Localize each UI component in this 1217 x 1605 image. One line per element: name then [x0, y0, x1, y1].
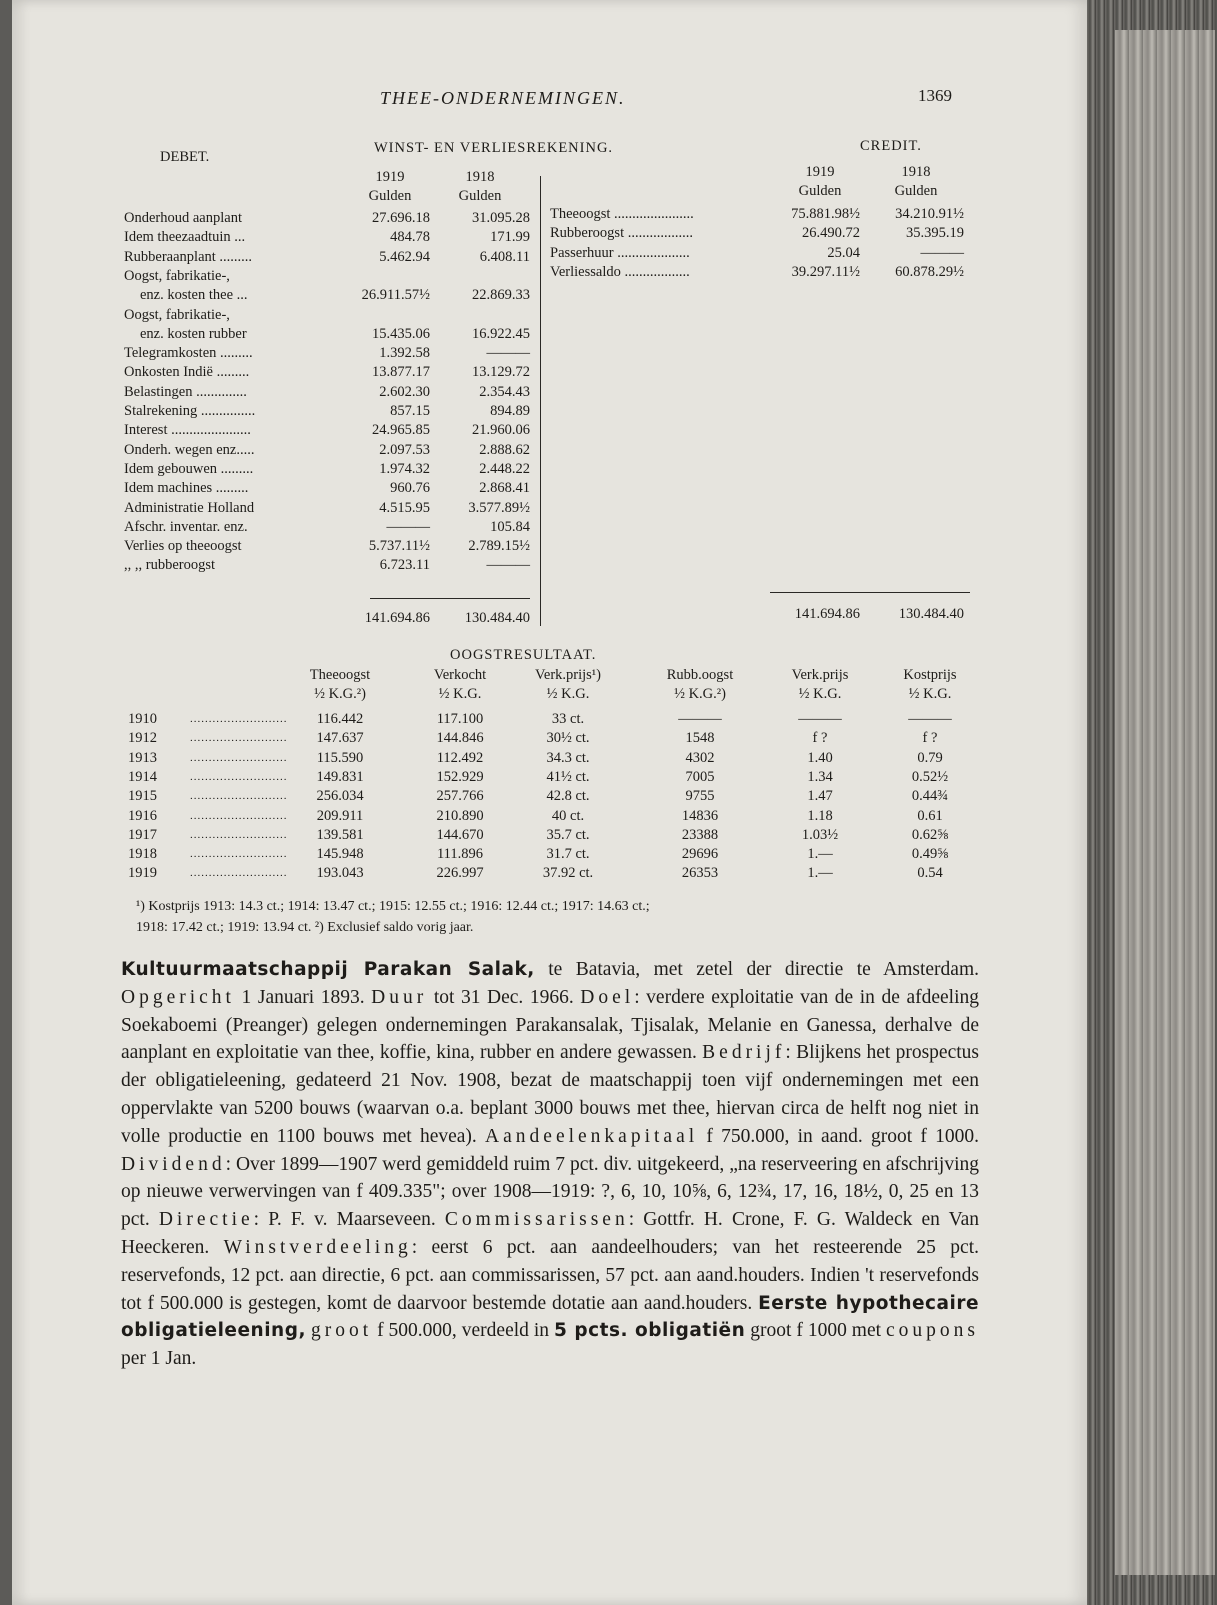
debet-row-1918: 105.84: [490, 518, 530, 535]
debet-row-1919: 27.696.18: [372, 210, 430, 226]
debet-row-1919: 4.515.95: [379, 499, 430, 516]
debet-year-1918: 1918: [465, 169, 495, 185]
harvest-cell-2: 112.492: [436, 749, 484, 766]
harvest-cell-5: 1.40: [807, 749, 833, 766]
harvest-cell-1: 147.637: [316, 730, 364, 747]
harvest-cell-1: 149.831: [316, 768, 364, 785]
debet-row-1918: ———: [486, 557, 530, 574]
harvest-col-unit: ½ K.G.²): [314, 686, 366, 702]
harvest-row-year: 1912: [128, 730, 157, 747]
harvest-cell-6: 0.49⅝: [911, 846, 949, 863]
harvest-row-leader: ..........................: [190, 770, 288, 783]
debet-row-1919: 2.097.53: [379, 441, 430, 458]
debet-row-1919: 5.737.11½: [368, 538, 430, 555]
footnote-1: ¹) Kostprijs 1913: 14.3 ct.; 1914: 13.47 ct.; 1915: 12.55 ct.; 1916: 12.44 ct.; 1917: 14.63 ct.;: [136, 899, 650, 914]
key-winstverdeeling: Winstverdeeling: [223, 1236, 412, 1258]
credit-row-1918: 60.878.29½: [895, 263, 964, 280]
harvest-row-leader: ..........................: [190, 732, 288, 745]
debet-row-label: enz. kosten thee ...: [140, 287, 248, 304]
credit-total-1919: 141.694.86: [794, 606, 860, 622]
debet-row-1919: 484.78: [390, 229, 430, 246]
debet-row-1918: 16.922.45: [472, 325, 530, 342]
harvest-cell-4: 4302: [685, 749, 715, 766]
text-purpose: : verdere exploitatie van de in de afdeeling Soekaboemi (Preanger) gelegen ondernemingen Parakansalak, Tjisalak, Melanie en Ganessa, derhalve de aanplant en exploitatie van thee, koffie, kina, rubber en andere gewassen.: [121, 986, 979, 1064]
harvest-cell-6: 0.44¾: [911, 788, 949, 805]
debet-row-1918: 21.960.06: [472, 422, 530, 439]
debet-row-label: Stalrekening ...............: [124, 403, 256, 419]
debet-total-rule: [370, 598, 530, 599]
text-bond-size: groot f 1000 met: [745, 1320, 886, 1342]
debet-row-label: Rubberaanplant .........: [124, 248, 253, 265]
key-opgericht: Opgericht: [121, 986, 235, 1008]
harvest-cell-6: 0.62⅝: [911, 826, 949, 843]
harvest-col-unit: ½ K.G.: [438, 686, 482, 702]
harvest-cell-2: 117.100: [436, 711, 484, 727]
harvest-col-title: Kostprijs: [903, 667, 957, 683]
credit-row-1919: 75.881.98½: [791, 206, 860, 222]
debet-row-1918: 6.408.11: [479, 248, 530, 265]
debet-row-1919: 1.392.58: [379, 345, 430, 362]
text-founded: 1 Januari 1893.: [234, 986, 372, 1008]
harvest-cell-1: 116.442: [316, 711, 364, 727]
harvest-cell-4: 23388: [681, 826, 719, 843]
harvest-cell-3: 35.7 ct.: [546, 826, 590, 843]
harvest-cell-2: 210.890: [436, 807, 484, 824]
harvest-cell-3: 33 ct.: [551, 711, 585, 727]
key-duur: Duur: [371, 986, 428, 1008]
credit-row-1918: 34.210.91½: [895, 206, 964, 222]
credit-year-1919: 1919: [805, 164, 835, 180]
harvest-cell-2: 152.929: [436, 768, 484, 785]
debet-row-1919: 857.15: [390, 403, 430, 419]
credit-row-1919: 39.297.11½: [791, 263, 860, 280]
page-stack: [1115, 30, 1215, 1575]
text-commissioners: : Gottfr. H. Crone, F. G. Waldeck en Van Heeckeren.: [121, 1209, 979, 1258]
debet-row-1918: 22.869.33: [472, 287, 530, 304]
harvest-cell-1: 256.034: [316, 788, 364, 805]
debet-row-label: Belastingen ..............: [124, 383, 247, 400]
harvest-cell-6: f ?: [922, 730, 938, 747]
credit-row-1919: 26.490.72: [802, 225, 860, 242]
harvest-cell-4: 9755: [685, 788, 715, 805]
text-duration: tot 31 Dec. 1966.: [427, 986, 581, 1008]
debet-row-1918: 2.448.22: [479, 460, 530, 477]
harvest-row-year: 1914: [128, 768, 157, 785]
debet-row-1919: 6.723.11: [379, 557, 430, 574]
harvest-cell-1: 139.581: [316, 826, 364, 843]
harvest-cell-6: ———: [908, 711, 952, 727]
harvest-col-unit: ½ K.G.: [908, 686, 952, 702]
debet-row-label: Verlies op theeoogst: [124, 538, 242, 555]
key-obligatien: 5 pcts. obligatiën: [553, 1320, 746, 1342]
credit-row-1918: 35.395.19: [906, 225, 964, 242]
harvest-cell-3: 41½ ct.: [546, 768, 590, 785]
debet-total-1918: 130.484.40: [464, 610, 530, 626]
credit-row-1919: 25.04: [827, 244, 860, 261]
harvest-cell-3: 37.92 ct.: [542, 865, 594, 882]
harvest-cell-4: 14836: [681, 807, 719, 824]
harvest-col-unit: ½ K.G.: [546, 686, 590, 702]
debet-total-1919: 141.694.86: [364, 610, 430, 626]
credit-total-rule: [770, 592, 970, 593]
debet-row-label: Onderhoud aanplant: [124, 210, 242, 226]
debet-row-1919: 15.435.06: [372, 325, 430, 342]
debet-row-1918: 3.577.89½: [468, 499, 530, 516]
debet-row-1918: 2.868.41: [479, 480, 530, 497]
harvest-col-title: Verkocht: [433, 667, 487, 683]
harvest-cell-2: 257.766: [436, 788, 484, 805]
harvest-cell-5: 1.47: [807, 788, 833, 805]
harvest-cell-5: 1.18: [807, 807, 833, 824]
credit-label: CREDIT.: [860, 138, 922, 154]
credit-row-label: Verliessaldo ..................: [550, 263, 690, 280]
harvest-row-leader: ..........................: [190, 809, 288, 822]
credit-unit-1919: Gulden: [798, 183, 842, 199]
debet-year-1919: 1919: [375, 169, 405, 185]
page-number: 1369: [918, 86, 952, 105]
text-coupon-date: per 1 Jan.: [121, 1348, 197, 1370]
credit-unit-1918: Gulden: [894, 183, 938, 199]
harvest-row-leader: ..........................: [190, 751, 288, 764]
harvest-row-leader: ..........................: [190, 867, 288, 880]
harvest-row-year: 1916: [128, 807, 157, 824]
key-aandeelenkapitaal: Aandeelenkapitaal: [485, 1125, 699, 1147]
harvest-row-year: 1915: [128, 788, 157, 805]
key-dividend: Dividend: [121, 1153, 226, 1175]
harvest-cell-5: ———: [798, 711, 842, 727]
text-directors: : P. F. v. Maarseveen.: [253, 1209, 445, 1231]
harvest-cell-4: ———: [678, 711, 722, 727]
harvest-cell-2: 144.670: [436, 826, 484, 843]
harvest-cell-4: 26353: [681, 865, 719, 882]
harvest-cell-6: 0.54: [917, 865, 943, 882]
footnote-2: 1918: 17.42 ct.; 1919: 13.94 ct. ²) Exclusief saldo vorig jaar.: [136, 920, 474, 935]
debet-unit-1919: Gulden: [368, 188, 412, 204]
debet-row-1919: 5.462.94: [379, 248, 430, 265]
debet-row-1919: 26.911.57½: [361, 287, 430, 304]
debet-row-1918: 13.129.72: [472, 364, 530, 381]
harvest-col-unit: ½ K.G.: [798, 686, 842, 702]
account-title: WINST- EN VERLIESREKENING.: [374, 140, 614, 156]
harvest-cell-6: 0.61: [917, 807, 943, 824]
debet-row-label: Idem machines .........: [124, 480, 249, 497]
company-paragraph: [121, 956, 979, 1373]
harvest-cell-3: 42.8 ct.: [546, 788, 590, 805]
text-loan-amount: f 500.000, verdeeld in: [372, 1320, 554, 1342]
harvest-title: OOGSTRESULTAAT.: [450, 647, 597, 663]
harvest-cell-3: 30½ ct.: [546, 730, 590, 747]
debet-row-label: Administratie Holland: [124, 499, 255, 516]
account-divider: [540, 176, 541, 626]
harvest-cell-2: 144.846: [436, 730, 484, 747]
credit-row-1918: ———: [920, 244, 964, 261]
debet-row-1918: ———: [486, 345, 530, 362]
debet-label: DEBET.: [160, 149, 210, 165]
debet-unit-1918: Gulden: [458, 188, 502, 204]
running-title: THEE-ONDERNEMINGEN.: [380, 88, 626, 108]
harvest-cell-2: 111.896: [436, 846, 484, 863]
harvest-cell-5: 1.03½: [801, 826, 839, 843]
key-coupons: coupons: [886, 1320, 979, 1342]
key-obligatieleening: Eerste hypothecaire obligatieleening,: [121, 1292, 979, 1342]
text-seat: te Batavia, met zetel der directie te Amsterdam.: [534, 959, 979, 980]
harvest-cell-4: 7005: [685, 768, 715, 785]
harvest-row-year: 1917: [128, 826, 157, 843]
harvest-cell-5: 1.—: [807, 846, 833, 863]
key-commissarissen: Commissarissen: [444, 1209, 629, 1231]
debet-row-label: enz. kosten rubber: [140, 325, 247, 342]
company-name: Kultuurmaatschappij Parakan Salak,: [121, 959, 535, 980]
debet-row-label: Telegramkosten .........: [124, 345, 253, 362]
harvest-cell-2: 226.997: [436, 865, 484, 882]
debet-row-1919: 960.76: [390, 480, 430, 497]
text-profit-sharing: : eerst 6 pct. aan aandeelhouders; van het resteerende 25 pct. reservefonds, 12 pct. aan directie, 6 pct. aan commissarissen, 57 pct. aan aand.houders. Indien 't reservefonds tot f 500.000 is gestegen, komt de daarvoor bestemde dotatie aan aand.houders.: [121, 1236, 979, 1314]
debet-row-label: ,, ,, rubberoogst: [124, 557, 216, 574]
book-page-edges: [1087, 0, 1217, 1605]
debet-row-label: Afschr. inventar. enz.: [124, 518, 248, 535]
harvest-col-title: Verk.prijs: [791, 667, 849, 683]
harvest-cell-1: 115.590: [316, 749, 364, 766]
debet-row-1919: 2.602.30: [379, 383, 430, 400]
credit-total-1918: 130.484.40: [898, 606, 964, 622]
key-directie: Directie: [158, 1209, 254, 1231]
text-dividend: : Over 1899—1907 werd gemiddeld ruim 7 pct. div. uitgekeerd, „na reserveering en afschrijving op nieuwe verwervingen van f 409.335"; over 1908—1919: ?, 6, 10, 10⅝, 6, 12¾, 17, 16, 18½, 0, 25 en 13 pct.: [121, 1153, 979, 1231]
harvest-col-title: Verk.prijs¹): [535, 667, 601, 683]
harvest-cell-3: 31.7 ct.: [546, 846, 590, 863]
debet-row-1918: 2.888.62: [479, 441, 530, 458]
company-entry: [121, 956, 979, 1373]
debet-row-1919: ———: [386, 518, 430, 535]
text-business: : Blijkens het prospectus der obligatieleening, gedateerd 21 Nov. 1908, bezat de maatschappij toen vijf ondernemingen met een oppervlakte van 5200 bouws (waarvan o.a. beplant 3000 bouws met thee, hiervan circa de helft nog niet in volle productie en 1100 bouws met hevea).: [121, 1042, 979, 1147]
harvest-cell-5: 1.34: [807, 768, 833, 785]
harvest-cell-6: 0.79: [917, 749, 943, 766]
debet-row-1918: 894.89: [490, 403, 530, 419]
harvest-cell-3: 34.3 ct.: [546, 749, 590, 766]
harvest-cell-5: 1.—: [807, 865, 833, 882]
harvest-row-year: 1913: [128, 749, 157, 766]
debet-row-1919: 13.877.17: [372, 364, 430, 381]
text-capital: f 750.000, in aand. groot f 1000.: [698, 1125, 979, 1147]
debet-row-1919: 24.965.85: [372, 422, 430, 439]
harvest-row-leader: ..........................: [190, 713, 288, 725]
harvest-row-year: 1910: [128, 711, 157, 727]
harvest-row-leader: ..........................: [190, 790, 288, 803]
harvest-col-title: Rubb.oogst: [666, 667, 734, 683]
key-bedrijf: Bedrijf: [702, 1042, 786, 1064]
harvest-cell-5: f ?: [812, 730, 828, 747]
debet-row-1918: 2.789.15½: [468, 538, 530, 555]
credit-row-label: Passerhuur ....................: [550, 244, 690, 261]
harvest-row-year: 1919: [128, 865, 157, 882]
harvest-col-title: Theeoogst: [309, 667, 371, 683]
debet-row-label: Onderh. wegen enz.....: [124, 441, 255, 458]
harvest-row-leader: ..........................: [190, 848, 288, 861]
debet-row-1919: 1.974.32: [379, 460, 430, 477]
credit-row-label: Theeoogst ......................: [550, 206, 694, 222]
credit-year-1918: 1918: [901, 164, 931, 180]
harvest-cell-1: 193.043: [316, 865, 364, 882]
harvest-row-year: 1918: [128, 846, 157, 863]
harvest-cell-4: 1548: [685, 730, 715, 747]
key-groot: groot: [310, 1320, 373, 1342]
credit-row-label: Rubberoogst ..................: [550, 225, 693, 242]
harvest-cell-1: 209.911: [316, 807, 364, 824]
harvest-cell-4: 29696: [681, 846, 719, 863]
key-doel: Doel: [580, 986, 635, 1008]
debet-row-label: Oogst, fabrikatie-,: [124, 306, 230, 323]
harvest-row-leader: ..........................: [190, 828, 288, 841]
debet-row-label: Oogst, fabrikatie-,: [124, 267, 230, 284]
harvest-cell-6: 0.52½: [911, 768, 949, 785]
debet-row-label: Onkosten Indië .........: [124, 364, 250, 381]
debet-row-label: Idem theezaadtuin ...: [124, 229, 246, 246]
debet-row-label: Idem gebouwen .........: [124, 460, 254, 477]
debet-row-1918: 31.095.28: [472, 210, 530, 226]
debet-row-label: Interest ......................: [124, 422, 251, 439]
debet-row-1918: 2.354.43: [479, 383, 530, 400]
debet-row-1918: 171.99: [490, 229, 530, 246]
harvest-col-unit: ½ K.G.²): [674, 686, 726, 702]
harvest-cell-3: 40 ct.: [551, 807, 585, 824]
harvest-cell-1: 145.948: [316, 846, 364, 863]
